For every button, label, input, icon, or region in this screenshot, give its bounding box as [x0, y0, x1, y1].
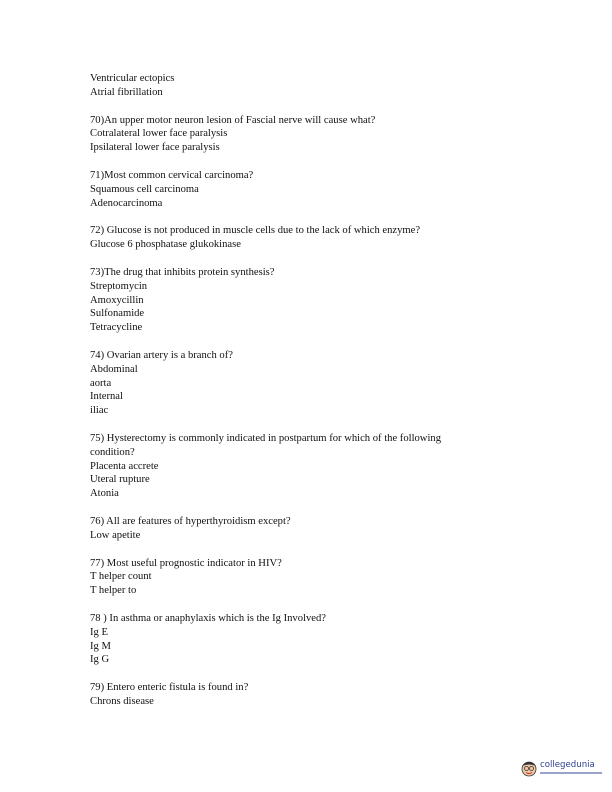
- answer-option: Ig G: [90, 654, 110, 666]
- logo-tagline-bar: [540, 772, 602, 774]
- question-72: [90, 224, 530, 252]
- answer-option: T helper count: [90, 571, 152, 583]
- answer-option: aorta: [90, 377, 112, 389]
- collegedunia-logo: [520, 758, 610, 786]
- answer-option: Ipsilateral lower face paralysis: [90, 142, 220, 154]
- question-text: 72) Glucose is not produced in muscle cells due to the lack of which enzyme?: [90, 225, 421, 237]
- question-73: [90, 266, 530, 335]
- answer-option: T helper to: [90, 585, 137, 597]
- answer-option: Internal: [90, 391, 123, 403]
- mascot-icon: [520, 758, 538, 778]
- answer-option: Cotralateral lower face paralysis: [90, 128, 228, 140]
- text-line: Ventricular ectopics: [90, 73, 175, 84]
- question-text: 77) Most useful prognostic indicator in HIV?: [90, 557, 282, 569]
- text-block: [90, 72, 530, 100]
- answer-option: Low apetite: [90, 529, 141, 541]
- answer-option: Glucose 6 phosphatase glukokinase: [90, 239, 241, 251]
- question-75: [90, 432, 530, 501]
- answer-option: Squamous cell carcinoma: [90, 183, 199, 195]
- answer-option: Atonia: [90, 488, 119, 500]
- logo-text: collegedunia: [540, 760, 595, 770]
- answer-option: Ig M: [90, 640, 111, 652]
- answer-option: Uteral rupture: [90, 474, 150, 486]
- answer-option: Chrons disease: [90, 695, 154, 707]
- answer-option: Abdominal: [90, 363, 138, 375]
- document-body: [90, 72, 530, 709]
- answer-option: Adenocarcinoma: [90, 197, 163, 209]
- question-78: [90, 612, 530, 667]
- answer-option: Tetracycline: [90, 322, 143, 334]
- question-76: [90, 515, 530, 543]
- question-70: [90, 114, 530, 155]
- question-text: 79) Entero enteric fistula is found in?: [90, 682, 249, 694]
- question-text: 76) All are features of hyperthyroidism except?: [90, 515, 291, 527]
- question-text: 78 ) In asthma or anaphylaxis which is the Ig Involved?: [90, 612, 326, 624]
- answer-option: Streptomycin: [90, 280, 148, 292]
- question-text: condition?: [90, 446, 135, 458]
- answer-option: iliac: [90, 405, 109, 417]
- question-71: [90, 169, 530, 210]
- question-text: 70)An upper motor neuron lesion of Fascial nerve will cause what?: [90, 114, 376, 126]
- answer-option: Ig E: [90, 626, 108, 638]
- answer-option: Sulfonamide: [90, 308, 145, 320]
- question-text: 73)The drug that inhibits protein synthesis?: [90, 266, 275, 278]
- question-77: [90, 557, 530, 598]
- question-text: 74) Ovarian artery is a branch of?: [90, 349, 233, 361]
- question-text: 75) Hysterectomy is commonly indicated in postpartum for which of the following: [90, 432, 441, 444]
- answer-option: Placenta accrete: [90, 460, 159, 472]
- question-text: 71)Most common cervical carcinoma?: [90, 169, 254, 181]
- question-79: [90, 681, 530, 709]
- text-line: Atrial fibrillation: [90, 86, 163, 98]
- question-74: [90, 349, 530, 418]
- answer-option: Amoxycillin: [90, 294, 144, 306]
